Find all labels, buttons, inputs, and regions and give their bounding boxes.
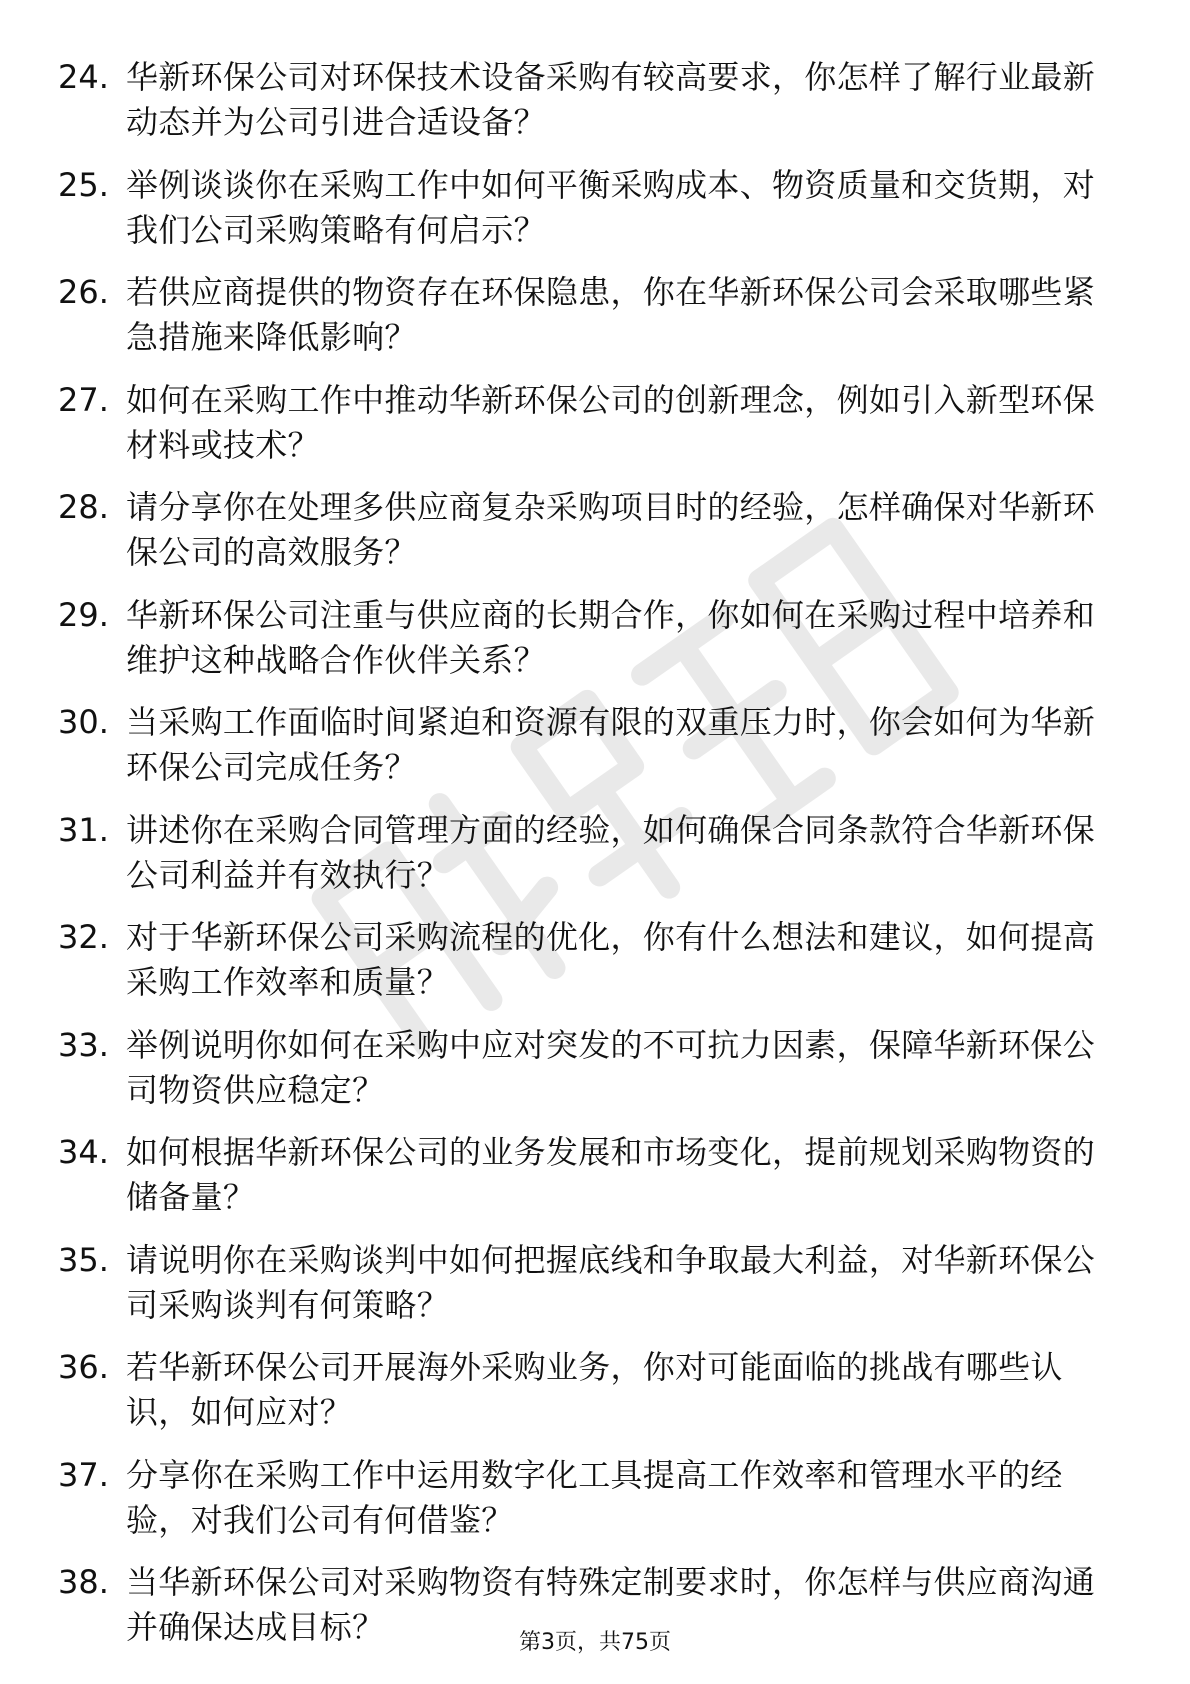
question-number: 28. — [58, 488, 109, 526]
question-number: 33. — [58, 1025, 109, 1064]
question-number: 38. — [58, 1563, 109, 1601]
question-text: 华新环保公司注重与供应商的长期合作，你如何在采购过程中培养和维护这种战略合作伙伴关系？ — [126, 595, 1096, 679]
question-text: 若华新环保公司开展海外采购业务，你对可能面临的挑战有哪些认识，如何应对？ — [126, 1348, 1063, 1431]
question-text: 华新环保公司对环保技术设备采购有较高要求，你怎样了解行业最新动态并为公司引进合适设备？ — [126, 58, 1096, 141]
question-text: 当采购工作面临时间紧迫和资源有限的双重压力时，你会如何为华新环保公司完成任务？ — [126, 703, 1096, 786]
question-number: 37. — [58, 1455, 109, 1494]
list-item — [58, 1130, 1118, 1220]
question-text: 如何在采购工作中推动华新环保公司的创新理念，例如引入新型环保材料或技术？ — [126, 380, 1096, 464]
question-number: 25. — [58, 165, 109, 204]
question-number: 32. — [58, 918, 109, 956]
question-number: 31. — [58, 810, 109, 849]
question-text: 分享你在采购工作中运用数字化工具提高工作效率和管理水平的经验，对我们公司有何借鉴？ — [126, 1455, 1063, 1539]
question-number: 26. — [58, 273, 109, 311]
list-item — [58, 1023, 1118, 1113]
question-text: 对于华新环保公司采购流程的优化，你有什么想法和建议，如何提高采购工作效率和质量？ — [126, 918, 1096, 1001]
list-item — [58, 700, 1118, 790]
question-number: 35. — [58, 1240, 109, 1279]
question-number: 30. — [58, 703, 109, 741]
list-item — [58, 1345, 1118, 1435]
question-text: 当华新环保公司对采购物资有特殊定制要求时，你怎样与供应商沟通并确保达成目标？ — [126, 1563, 1096, 1646]
question-number: 29. — [58, 595, 109, 634]
question-text: 举例谈谈你在采购工作中如何平衡采购成本、物资质量和交货期，对我们公司采购策略有何启示？ — [126, 165, 1096, 249]
question-text: 若供应商提供的物资存在环保隐患，你在华新环保公司会采取哪些紧急措施来降低影响？ — [126, 273, 1096, 356]
question-text: 如何根据华新环保公司的业务发展和市场变化，提前规划采购物资的储备量？ — [126, 1133, 1096, 1216]
list-item — [58, 55, 1118, 145]
list-item — [58, 485, 1118, 575]
question-text: 请说明你在采购谈判中如何把握底线和争取最大利益，对华新环保公司采购谈判有何策略？ — [126, 1240, 1096, 1324]
question-number: 27. — [58, 380, 109, 419]
question-number: 34. — [58, 1133, 109, 1171]
list-item — [58, 163, 1118, 253]
list-item — [58, 915, 1118, 1005]
page-number-footer: 第3页，共75页 — [519, 1630, 671, 1655]
list-item — [58, 1453, 1118, 1543]
question-text: 讲述你在采购合同管理方面的经验，如何确保合同条款符合华新环保公司利益并有效执行？ — [126, 810, 1096, 894]
question-number: 36. — [58, 1348, 109, 1386]
question-number: 24. — [58, 58, 109, 96]
question-text: 举例说明你如何在采购中应对突发的不可抗力因素，保障华新环保公司物资供应稳定？ — [126, 1025, 1096, 1109]
list-item — [58, 270, 1118, 360]
list-item — [58, 1238, 1118, 1328]
question-text: 请分享你在处理多供应商复杂采购项目时的经验，怎样确保对华新环保公司的高效服务？ — [126, 488, 1096, 571]
list-item — [58, 808, 1118, 898]
list-item — [58, 378, 1118, 468]
list-item — [58, 593, 1118, 683]
question-list — [58, 55, 1118, 1668]
